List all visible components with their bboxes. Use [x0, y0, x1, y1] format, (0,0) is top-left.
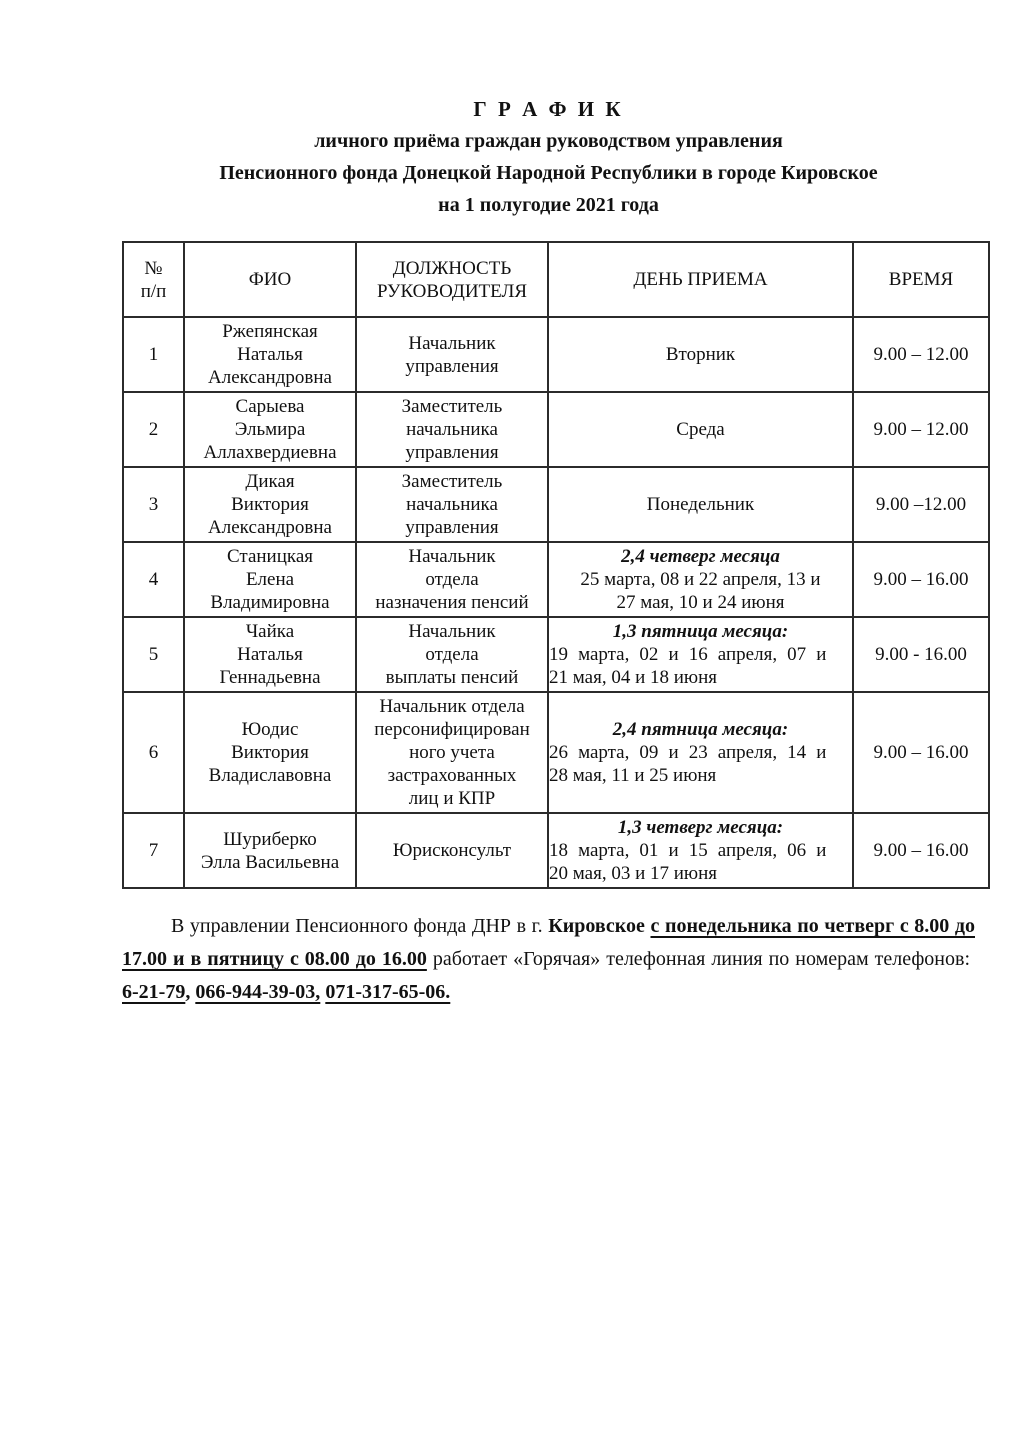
cell-position — [356, 692, 548, 813]
reception-day-line: 21 мая, 04 и 18 июня — [549, 667, 718, 688]
column-header-num — [123, 242, 184, 317]
cell-position — [356, 542, 548, 617]
reception-day-line: 26 марта, 09 и 23 апреля, 14 и — [549, 742, 827, 763]
fio-line: Владиславовна — [208, 765, 332, 786]
position-line: назначения пенсий — [375, 592, 529, 613]
footer-segment: , — [185, 981, 196, 1003]
cell-reception-day — [548, 467, 853, 542]
cell-time: 9.00 – 12.00 — [853, 317, 989, 392]
position-line: ного учета — [409, 742, 495, 763]
fio-line: Виктория — [231, 494, 309, 515]
cell-position — [356, 813, 548, 888]
column-header-time — [853, 242, 989, 317]
fio-line: Элла Васильевна — [200, 851, 340, 873]
fio-line: Сарыева — [235, 396, 305, 417]
schedule-table — [122, 241, 990, 889]
fio-line: Шуриберко — [223, 828, 317, 850]
cell-number: 2 — [123, 392, 184, 467]
fio-line: Наталья — [237, 344, 303, 365]
footer-segment: 066-944-39-03, — [195, 981, 321, 1003]
position-line: Начальник отдела — [379, 696, 525, 717]
document-page — [122, 0, 988, 1009]
position-line: управления — [405, 517, 499, 538]
reception-day-line: 19 марта, 02 и 16 апреля, 07 и — [549, 644, 827, 665]
cell-reception-day — [548, 317, 853, 392]
fio-line: Александровна — [208, 517, 332, 538]
cell-number: 7 — [123, 813, 184, 888]
cell-fio — [184, 317, 356, 392]
cell-reception-day — [548, 813, 853, 888]
fio-line: Александровна — [208, 367, 332, 388]
position-line: управления — [405, 442, 499, 463]
column-header-line: ДЕНЬ ПРИЕМА — [633, 269, 768, 290]
fio-line: Дикая — [245, 471, 295, 492]
reception-day-line: 28 мая, 11 и 25 июня — [549, 765, 717, 786]
position-line: персонифицирован — [374, 719, 530, 740]
position-line: застрахованных — [387, 765, 517, 786]
cell-fio — [184, 617, 356, 692]
hotline-paragraph — [122, 910, 975, 1009]
footer-segment: Кировское — [548, 915, 651, 937]
table-row — [123, 617, 989, 692]
cell-number: 5 — [123, 617, 184, 692]
position-line: выплаты пенсий — [385, 667, 519, 688]
position-line: отдела — [425, 644, 479, 665]
reception-day-line: Вторник — [665, 344, 736, 365]
position-line: управления — [405, 355, 499, 377]
cell-reception-day — [548, 617, 853, 692]
fio-line: Владимировна — [210, 592, 330, 613]
cell-position — [356, 317, 548, 392]
position-line: Начальник — [408, 621, 496, 642]
fio-line: Виктория — [231, 742, 309, 763]
header-row — [123, 242, 989, 317]
fio-line: Чайка — [245, 621, 295, 642]
cell-fio — [184, 542, 356, 617]
position-line: Заместитель — [401, 396, 503, 417]
column-header-line: п/п — [140, 280, 167, 302]
reception-day-line: 27 мая, 10 и 24 июня — [616, 592, 785, 613]
table-header — [123, 242, 989, 317]
cell-reception-day — [548, 542, 853, 617]
cell-time: 9.00 - 16.00 — [853, 617, 989, 692]
reception-day-line: Понедельник — [646, 494, 755, 515]
footer-segment: работает «Горячая» телефонная линия по номерам телефонов: — [426, 948, 976, 970]
footer-segment: 071-317-65-06. — [325, 981, 451, 1003]
table-row — [123, 317, 989, 392]
column-header-line: № — [144, 257, 163, 279]
cell-fio — [184, 813, 356, 888]
cell-time: 9.00 –12.00 — [853, 467, 989, 542]
position-line: Юрисконсульт — [392, 840, 512, 861]
reception-day-heading: 1,3 пятница месяца: — [612, 621, 789, 642]
reception-day-heading: 2,4 четверг месяца — [621, 546, 780, 567]
fio-line: Юодис — [241, 719, 299, 740]
fio-line: Ржепянская — [222, 321, 318, 342]
position-line: отдела — [425, 569, 479, 590]
document-title — [122, 93, 975, 221]
position-line: начальника — [406, 419, 498, 440]
cell-number: 1 — [123, 317, 184, 392]
title-line-2: личного приёма граждан руководством управления — [314, 130, 783, 152]
column-header-position — [356, 242, 548, 317]
reception-day-line: 25 марта, 08 и 22 апреля, 13 и — [580, 569, 821, 590]
cell-time: 9.00 – 12.00 — [853, 392, 989, 467]
column-header-line: РУКОВОДИТЕЛЯ — [376, 280, 528, 302]
fio-line: Эльмира — [234, 419, 306, 440]
table-row — [123, 542, 989, 617]
reception-day-heading: 1,3 четверг месяца: — [617, 817, 784, 838]
fio-line: Аллахвердиевна — [203, 442, 337, 463]
footer-segment: В управлении Пенсионного фонда ДНР в г. — [171, 915, 549, 937]
cell-fio — [184, 692, 356, 813]
cell-position — [356, 467, 548, 542]
cell-time: 9.00 – 16.00 — [853, 692, 989, 813]
reception-day-line: 18 марта, 01 и 15 апреля, 06 и — [549, 840, 827, 861]
table-row — [123, 467, 989, 542]
column-header-line: ВРЕМЯ — [888, 269, 954, 290]
footer-segment: 6-21-79 — [122, 981, 186, 1003]
table-row — [123, 692, 989, 813]
fio-line: Елена — [245, 569, 295, 590]
footer-segment: с понедельника по четверг с 8.00 до 17.00 и в пятницу с 08.00 до 16.00 — [122, 915, 975, 970]
position-line: лиц и КПР — [408, 788, 496, 809]
fio-line: Станицкая — [226, 546, 313, 567]
column-header-line: ДОЛЖНОСТЬ — [392, 257, 512, 279]
position-line: Начальник — [408, 546, 496, 567]
cell-reception-day — [548, 692, 853, 813]
position-line: Начальник — [408, 332, 496, 354]
cell-fio — [184, 467, 356, 542]
cell-number: 6 — [123, 692, 184, 813]
position-line: Заместитель — [401, 471, 503, 492]
fio-line: Наталья — [237, 644, 303, 665]
position-line: начальника — [406, 494, 498, 515]
fio-line: Геннадьевна — [219, 667, 321, 688]
cell-reception-day — [548, 392, 853, 467]
cell-position — [356, 392, 548, 467]
cell-time: 9.00 – 16.00 — [853, 813, 989, 888]
title-line-1: Г Р А Ф И К — [473, 97, 624, 121]
cell-number: 3 — [123, 467, 184, 542]
title-line-4: на 1 полугодие 2021 года — [438, 194, 659, 216]
column-header-fio — [184, 242, 356, 317]
title-line-3: Пенсионного фонда Донецкой Народной Республики в городе Кировское — [219, 162, 878, 184]
column-header-day — [548, 242, 853, 317]
column-header-line: ФИО — [248, 269, 292, 290]
table-row — [123, 392, 989, 467]
cell-number: 4 — [123, 542, 184, 617]
cell-fio — [184, 392, 356, 467]
reception-day-line: 20 мая, 03 и 17 июня — [549, 863, 718, 884]
reception-day-heading: 2,4 пятница месяца: — [612, 719, 789, 740]
cell-position — [356, 617, 548, 692]
reception-day-line: Среда — [676, 419, 725, 440]
table-row — [123, 813, 989, 888]
cell-time: 9.00 – 16.00 — [853, 542, 989, 617]
